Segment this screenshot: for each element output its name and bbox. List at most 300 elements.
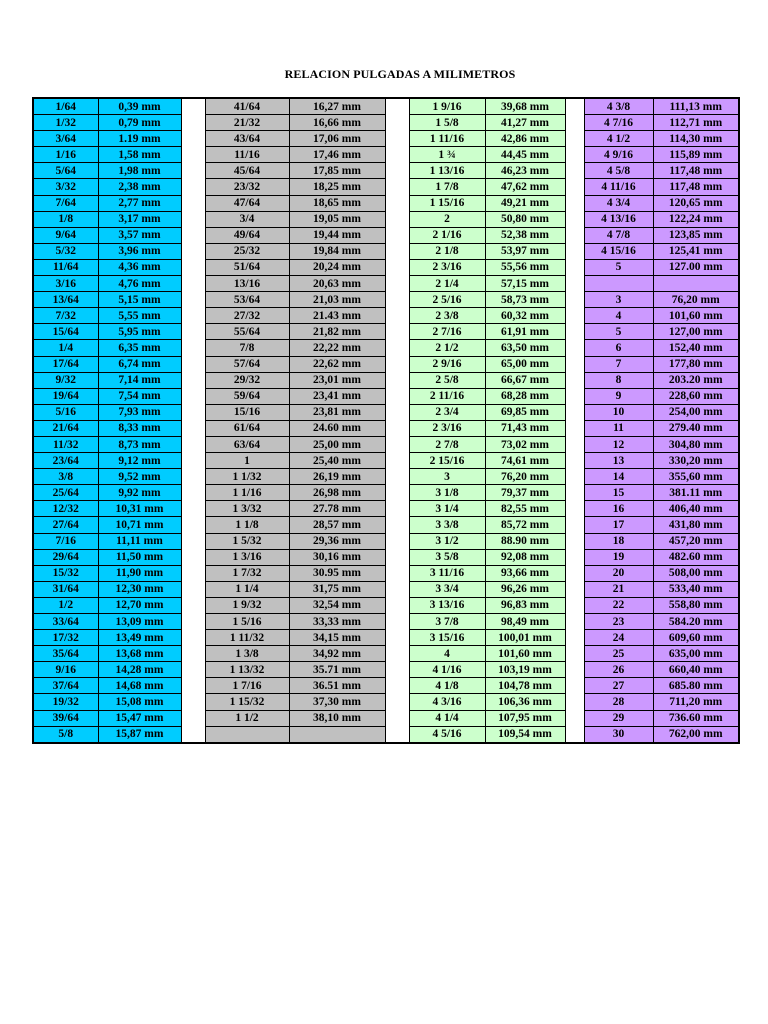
column-spacer: [565, 501, 584, 517]
millimeter-cell: 112,71 mm: [653, 115, 739, 131]
table-row: [33, 597, 739, 613]
millimeter-cell: 24.60 mm: [289, 420, 385, 436]
inch-fraction-cell: 5/8: [33, 726, 98, 743]
column-spacer: [385, 211, 409, 227]
millimeter-cell: 111,13 mm: [653, 98, 739, 115]
millimeter-cell: 22,22 mm: [289, 340, 385, 356]
table-row: [33, 565, 739, 581]
table-row: [33, 678, 739, 694]
inch-fraction-cell: 4 1/8: [409, 678, 485, 694]
millimeter-cell: 69,85 mm: [485, 404, 565, 420]
column-spacer: [385, 420, 409, 436]
column-spacer: [181, 485, 205, 501]
millimeter-cell: 482.60 mm: [653, 549, 739, 565]
millimeter-cell: 42,86 mm: [485, 131, 565, 147]
table-row: [33, 517, 739, 533]
column-spacer: [181, 501, 205, 517]
inch-fraction-cell: 14: [584, 469, 653, 485]
column-spacer: [181, 163, 205, 179]
millimeter-cell: 21,82 mm: [289, 324, 385, 340]
column-spacer: [385, 597, 409, 613]
inch-fraction-cell: 5: [584, 259, 653, 275]
inch-fraction-cell: 3 1/8: [409, 485, 485, 501]
inch-fraction-cell: 10: [584, 404, 653, 420]
inch-fraction-cell: 22: [584, 597, 653, 613]
millimeter-cell: 21,03 mm: [289, 292, 385, 308]
column-spacer: [565, 388, 584, 404]
millimeter-cell: 30,16 mm: [289, 549, 385, 565]
column-spacer: [181, 678, 205, 694]
inch-fraction-cell: 1 ¾: [409, 147, 485, 163]
table-row: [33, 259, 739, 275]
inch-fraction-cell: 3/32: [33, 179, 98, 195]
inch-fraction-cell: 1 7/8: [409, 179, 485, 195]
millimeter-cell: 19,44 mm: [289, 227, 385, 243]
column-spacer: [181, 340, 205, 356]
inch-fraction-cell: 5: [584, 324, 653, 340]
millimeter-cell: 6,74 mm: [98, 356, 181, 372]
inch-fraction-cell: 4 7/8: [584, 227, 653, 243]
inch-fraction-cell: 37/64: [33, 678, 98, 694]
table-row: [33, 501, 739, 517]
inch-fraction-cell: 3 5/8: [409, 549, 485, 565]
column-spacer: [385, 581, 409, 597]
column-spacer: [181, 646, 205, 662]
millimeter-cell: 123,85 mm: [653, 227, 739, 243]
inch-fraction-cell: 11/16: [205, 147, 289, 163]
inch-fraction-cell: 15: [584, 485, 653, 501]
inch-fraction-cell: 1 1/16: [205, 485, 289, 501]
millimeter-cell: 47,62 mm: [485, 179, 565, 195]
inch-fraction-cell: 23: [584, 614, 653, 630]
inch-fraction-cell: 7/16: [33, 533, 98, 549]
millimeter-cell: 39,68 mm: [485, 98, 565, 115]
inch-fraction-cell: 17/64: [33, 356, 98, 372]
inch-fraction-cell: 45/64: [205, 163, 289, 179]
millimeter-cell: 584.20 mm: [653, 614, 739, 630]
table-row: [33, 324, 739, 340]
column-spacer: [181, 517, 205, 533]
column-spacer: [385, 324, 409, 340]
inch-fraction-cell: 9/16: [33, 662, 98, 678]
inch-fraction-cell: 61/64: [205, 420, 289, 436]
column-spacer: [181, 597, 205, 613]
inch-fraction-cell: 13: [584, 453, 653, 469]
inch-fraction-cell: 3 7/8: [409, 614, 485, 630]
inch-fraction-cell: 55/64: [205, 324, 289, 340]
millimeter-cell: 109,54 mm: [485, 726, 565, 743]
millimeter-cell: 11,50 mm: [98, 549, 181, 565]
millimeter-cell: 29,36 mm: [289, 533, 385, 549]
inch-fraction-cell: 3: [409, 469, 485, 485]
table-body: [33, 98, 739, 743]
inch-fraction-cell: 23/64: [33, 453, 98, 469]
millimeter-cell: 8,73 mm: [98, 436, 181, 452]
table-row: [33, 147, 739, 163]
column-spacer: [385, 533, 409, 549]
column-spacer: [565, 211, 584, 227]
inch-fraction-cell: 29/32: [205, 372, 289, 388]
inch-fraction-cell: 1 5/32: [205, 533, 289, 549]
millimeter-cell: 96,26 mm: [485, 581, 565, 597]
column-spacer: [181, 469, 205, 485]
millimeter-cell: 558,80 mm: [653, 597, 739, 613]
table-row: [33, 404, 739, 420]
column-spacer: [565, 420, 584, 436]
table-row: [33, 485, 739, 501]
inch-fraction-cell: 53/64: [205, 292, 289, 308]
inch-fraction-cell: 4 11/16: [584, 179, 653, 195]
millimeter-cell: 20,63 mm: [289, 276, 385, 292]
millimeter-cell: 279.40 mm: [653, 420, 739, 436]
column-spacer: [385, 98, 409, 115]
inch-fraction-cell: 29: [584, 710, 653, 726]
millimeter-cell: 304,80 mm: [653, 436, 739, 452]
inch-fraction-cell: 1 1/4: [205, 581, 289, 597]
millimeter-cell: 15,47 mm: [98, 710, 181, 726]
millimeter-cell: 1.19 mm: [98, 131, 181, 147]
millimeter-cell: 15,87 mm: [98, 726, 181, 743]
column-spacer: [565, 597, 584, 613]
millimeter-cell: 127.00 mm: [653, 259, 739, 275]
inch-fraction-cell: 57/64: [205, 356, 289, 372]
table-row: [33, 372, 739, 388]
inch-fraction-cell: 2 5/8: [409, 372, 485, 388]
column-spacer: [181, 420, 205, 436]
millimeter-cell: 15,08 mm: [98, 694, 181, 710]
column-spacer: [565, 436, 584, 452]
column-spacer: [385, 453, 409, 469]
column-spacer: [565, 517, 584, 533]
table-row: [33, 211, 739, 227]
inch-fraction-cell: 25/32: [205, 243, 289, 259]
column-spacer: [565, 324, 584, 340]
inch-fraction-cell: 1/8: [33, 211, 98, 227]
table-row: [33, 549, 739, 565]
millimeter-cell: 106,36 mm: [485, 694, 565, 710]
millimeter-cell: 19,05 mm: [289, 211, 385, 227]
column-spacer: [385, 276, 409, 292]
inch-fraction-cell: 3: [584, 292, 653, 308]
inch-fraction-cell: 25: [584, 646, 653, 662]
inch-fraction-cell: 63/64: [205, 436, 289, 452]
inch-fraction-cell: 1 3/8: [205, 646, 289, 662]
column-spacer: [181, 630, 205, 646]
inch-fraction-cell: 24: [584, 630, 653, 646]
column-spacer: [385, 356, 409, 372]
millimeter-cell: 533,40 mm: [653, 581, 739, 597]
inch-fraction-cell: 29/64: [33, 549, 98, 565]
millimeter-cell: 74,61 mm: [485, 453, 565, 469]
millimeter-cell: 92,08 mm: [485, 549, 565, 565]
millimeter-cell: 355,60 mm: [653, 469, 739, 485]
column-spacer: [565, 694, 584, 710]
millimeter-cell: 9,92 mm: [98, 485, 181, 501]
millimeter-cell: 381.11 mm: [653, 485, 739, 501]
column-spacer: [565, 243, 584, 259]
column-spacer: [181, 614, 205, 630]
millimeter-cell: 18,25 mm: [289, 179, 385, 195]
column-spacer: [181, 549, 205, 565]
inch-fraction-cell: 2 3/4: [409, 404, 485, 420]
inch-fraction-cell: 1 11/16: [409, 131, 485, 147]
column-spacer: [565, 710, 584, 726]
millimeter-cell: 35.71 mm: [289, 662, 385, 678]
millimeter-cell: 7,93 mm: [98, 404, 181, 420]
column-spacer: [385, 292, 409, 308]
inch-fraction-cell: 1 7/32: [205, 565, 289, 581]
table-row: [33, 356, 739, 372]
inch-fraction-cell: 12: [584, 436, 653, 452]
column-spacer: [385, 372, 409, 388]
millimeter-cell: 55,56 mm: [485, 259, 565, 275]
column-spacer: [385, 227, 409, 243]
column-spacer: [565, 549, 584, 565]
inch-fraction-cell: 25/64: [33, 485, 98, 501]
millimeter-cell: 96,83 mm: [485, 597, 565, 613]
millimeter-cell: 79,37 mm: [485, 485, 565, 501]
column-spacer: [181, 404, 205, 420]
millimeter-cell: 152,40 mm: [653, 340, 739, 356]
millimeter-cell: 330,20 mm: [653, 453, 739, 469]
millimeter-cell: 762,00 mm: [653, 726, 739, 743]
column-spacer: [181, 710, 205, 726]
millimeter-cell: 406,40 mm: [653, 501, 739, 517]
inch-fraction-cell: 21: [584, 581, 653, 597]
millimeter-cell: 22,62 mm: [289, 356, 385, 372]
column-spacer: [181, 179, 205, 195]
inch-fraction-cell: 51/64: [205, 259, 289, 275]
millimeter-cell: 53,97 mm: [485, 243, 565, 259]
inch-fraction-cell: 3 3/4: [409, 581, 485, 597]
column-spacer: [565, 662, 584, 678]
column-spacer: [385, 131, 409, 147]
inch-fraction-cell: 2 1/16: [409, 227, 485, 243]
inch-fraction-cell: 9/64: [33, 227, 98, 243]
millimeter-cell: 21.43 mm: [289, 308, 385, 324]
inch-fraction-cell: 21/64: [33, 420, 98, 436]
column-spacer: [565, 372, 584, 388]
inch-fraction-cell: 1 15/16: [409, 195, 485, 211]
table-row: [33, 227, 739, 243]
millimeter-cell: 28,57 mm: [289, 517, 385, 533]
millimeter-cell: 26,19 mm: [289, 469, 385, 485]
inch-fraction-cell: 21/32: [205, 115, 289, 131]
millimeter-cell: 122,24 mm: [653, 211, 739, 227]
column-spacer: [181, 372, 205, 388]
millimeter-cell: 609,60 mm: [653, 630, 739, 646]
column-spacer: [181, 565, 205, 581]
inch-fraction-cell: 47/64: [205, 195, 289, 211]
table-row: [33, 581, 739, 597]
column-spacer: [565, 147, 584, 163]
inch-fraction-cell: 2 1/4: [409, 276, 485, 292]
millimeter-cell: 685.80 mm: [653, 678, 739, 694]
column-spacer: [181, 388, 205, 404]
column-spacer: [565, 340, 584, 356]
inch-fraction-cell: 2 7/8: [409, 436, 485, 452]
inch-fraction-cell: 6: [584, 340, 653, 356]
table-row: [33, 420, 739, 436]
millimeter-cell: 20,24 mm: [289, 259, 385, 275]
inch-fraction-cell: 1 1/32: [205, 469, 289, 485]
column-spacer: [385, 388, 409, 404]
millimeter-cell: 61,91 mm: [485, 324, 565, 340]
column-spacer: [181, 131, 205, 147]
column-spacer: [565, 227, 584, 243]
inch-fraction-cell: 19/64: [33, 388, 98, 404]
column-spacer: [385, 501, 409, 517]
inch-fraction-cell: [205, 726, 289, 743]
inch-fraction-cell: 3 1/4: [409, 501, 485, 517]
inch-fraction-cell: 2: [409, 211, 485, 227]
millimeter-cell: 11,90 mm: [98, 565, 181, 581]
millimeter-cell: 6,35 mm: [98, 340, 181, 356]
page-title: RELACION PULGADAS A MILIMETROS: [284, 67, 516, 81]
millimeter-cell: 85,72 mm: [485, 517, 565, 533]
inch-fraction-cell: 4 3/16: [409, 694, 485, 710]
column-spacer: [385, 147, 409, 163]
millimeter-cell: 4,36 mm: [98, 259, 181, 275]
inch-fraction-cell: 28: [584, 694, 653, 710]
millimeter-cell: 9,52 mm: [98, 469, 181, 485]
column-spacer: [181, 243, 205, 259]
millimeter-cell: 27.78 mm: [289, 501, 385, 517]
inch-fraction-cell: 27/32: [205, 308, 289, 324]
millimeter-cell: 18,65 mm: [289, 195, 385, 211]
column-spacer: [181, 211, 205, 227]
inch-fraction-cell: 9/32: [33, 372, 98, 388]
millimeter-cell: 36.51 mm: [289, 678, 385, 694]
column-spacer: [565, 614, 584, 630]
millimeter-cell: 711,20 mm: [653, 694, 739, 710]
table-row: [33, 98, 739, 115]
table-row: [33, 340, 739, 356]
inch-fraction-cell: 3 3/8: [409, 517, 485, 533]
column-spacer: [385, 163, 409, 179]
inch-fraction-cell: 11: [584, 420, 653, 436]
millimeter-cell: 23,81 mm: [289, 404, 385, 420]
inch-fraction-cell: 15/32: [33, 565, 98, 581]
column-spacer: [565, 259, 584, 275]
column-spacer: [181, 726, 205, 743]
column-spacer: [181, 436, 205, 452]
inch-fraction-cell: 49/64: [205, 227, 289, 243]
column-spacer: [385, 694, 409, 710]
column-spacer: [385, 630, 409, 646]
column-spacer: [385, 115, 409, 131]
millimeter-cell: 3,17 mm: [98, 211, 181, 227]
column-spacer: [385, 549, 409, 565]
inch-fraction-cell: 8: [584, 372, 653, 388]
millimeter-cell: 101,60 mm: [653, 308, 739, 324]
millimeter-cell: 3,96 mm: [98, 243, 181, 259]
column-spacer: [385, 308, 409, 324]
millimeter-cell: 58,73 mm: [485, 292, 565, 308]
millimeter-cell: 8,33 mm: [98, 420, 181, 436]
inch-fraction-cell: 4 15/16: [584, 243, 653, 259]
inch-fraction-cell: 4 13/16: [584, 211, 653, 227]
millimeter-cell: 1,98 mm: [98, 163, 181, 179]
inch-fraction-cell: 7: [584, 356, 653, 372]
inch-fraction-cell: 1 15/32: [205, 694, 289, 710]
column-spacer: [385, 710, 409, 726]
millimeter-cell: 34,15 mm: [289, 630, 385, 646]
inch-fraction-cell: 7/8: [205, 340, 289, 356]
millimeter-cell: 117,48 mm: [653, 179, 739, 195]
inch-fraction-cell: 11/32: [33, 436, 98, 452]
column-spacer: [181, 259, 205, 275]
inch-fraction-cell: 41/64: [205, 98, 289, 115]
inch-fraction-cell: 4: [584, 308, 653, 324]
column-spacer: [181, 453, 205, 469]
millimeter-cell: 1,58 mm: [98, 147, 181, 163]
inch-fraction-cell: 1 13/16: [409, 163, 485, 179]
column-spacer: [385, 646, 409, 662]
millimeter-cell: 101,60 mm: [485, 646, 565, 662]
table-row: [33, 630, 739, 646]
inch-fraction-cell: 4 1/2: [584, 131, 653, 147]
millimeter-cell: 107,95 mm: [485, 710, 565, 726]
column-spacer: [385, 517, 409, 533]
inch-fraction-cell: 30: [584, 726, 653, 743]
inch-fraction-cell: 2 3/16: [409, 259, 485, 275]
millimeter-cell: 19,84 mm: [289, 243, 385, 259]
inch-fraction-cell: 1 3/16: [205, 549, 289, 565]
column-spacer: [181, 533, 205, 549]
inch-fraction-cell: 1 9/16: [409, 98, 485, 115]
inch-fraction-cell: 19: [584, 549, 653, 565]
millimeter-cell: 41,27 mm: [485, 115, 565, 131]
millimeter-cell: 13,09 mm: [98, 614, 181, 630]
inch-fraction-cell: 1/2: [33, 597, 98, 613]
inch-fraction-cell: 1: [205, 453, 289, 469]
inch-fraction-cell: 43/64: [205, 131, 289, 147]
inch-fraction-cell: 3/4: [205, 211, 289, 227]
millimeter-cell: 114,30 mm: [653, 131, 739, 147]
millimeter-cell: 7,54 mm: [98, 388, 181, 404]
inch-fraction-cell: 1/4: [33, 340, 98, 356]
millimeter-cell: 0,39 mm: [98, 98, 181, 115]
inch-fraction-cell: 3 13/16: [409, 597, 485, 613]
column-spacer: [181, 147, 205, 163]
table-row: [33, 115, 739, 131]
millimeter-cell: 44,45 mm: [485, 147, 565, 163]
millimeter-cell: 431,80 mm: [653, 517, 739, 533]
inch-fraction-cell: 1/32: [33, 115, 98, 131]
inch-fraction-cell: 1 7/16: [205, 678, 289, 694]
column-spacer: [385, 662, 409, 678]
millimeter-cell: 34,92 mm: [289, 646, 385, 662]
millimeter-cell: 76,20 mm: [653, 292, 739, 308]
column-spacer: [385, 678, 409, 694]
table-row: [33, 163, 739, 179]
inch-fraction-cell: 31/64: [33, 581, 98, 597]
millimeter-cell: 4,76 mm: [98, 276, 181, 292]
millimeter-cell: 254,00 mm: [653, 404, 739, 420]
millimeter-cell: 5,15 mm: [98, 292, 181, 308]
inch-fraction-cell: 5/64: [33, 163, 98, 179]
table-row: [33, 276, 739, 292]
millimeter-cell: 68,28 mm: [485, 388, 565, 404]
column-spacer: [565, 308, 584, 324]
column-spacer: [565, 469, 584, 485]
column-spacer: [385, 404, 409, 420]
millimeter-cell: 46,23 mm: [485, 163, 565, 179]
table-row: [33, 662, 739, 678]
inch-fraction-cell: [584, 276, 653, 292]
millimeter-cell: 31,75 mm: [289, 581, 385, 597]
